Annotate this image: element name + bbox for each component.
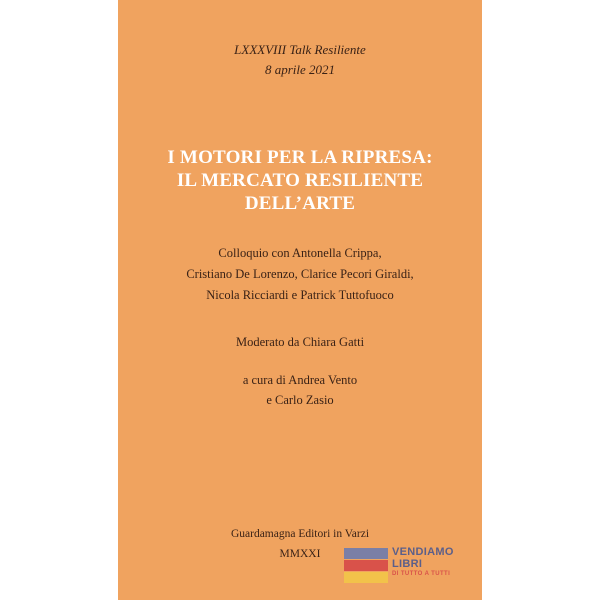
logo-line: VENDIAMO: [392, 546, 454, 558]
publication-year: MMXXI: [279, 548, 321, 560]
editors: [118, 370, 482, 410]
title-line: IL MERCATO RESILIENTE: [176, 170, 424, 191]
logo-bar: [344, 572, 388, 583]
title-line: DELL’ARTE: [244, 193, 356, 214]
series-info: [118, 40, 482, 80]
logo-bars-icon: [344, 548, 388, 584]
book-title: [118, 146, 482, 215]
logo-line: LIBRI: [392, 558, 423, 570]
editors-line: e Carlo Zasio: [266, 393, 334, 407]
speakers-line: Colloquio con Antonella Crippa,: [218, 246, 382, 260]
event-date: 8 aprile 2021: [264, 62, 336, 77]
speakers-line: Nicola Ricciardi e Patrick Tuttofuoco: [206, 288, 394, 302]
moderator: Moderato da Chiara Gatti: [235, 335, 365, 349]
book-cover: [118, 0, 482, 600]
vendiamo-libri-logo: [344, 546, 464, 586]
title-line: I MOTORI PER LA RIPRESA:: [167, 147, 433, 168]
logo-tagline: DI TUTTO A TUTTI: [392, 571, 451, 577]
editors-line: a cura di Andrea Vento: [242, 373, 358, 387]
speakers-line: Cristiano De Lorenzo, Clarice Pecori Giraldi,: [186, 267, 414, 281]
logo-text: [392, 546, 454, 578]
speakers: [118, 243, 482, 306]
publisher-name: Guardamagna Editori in Varzi: [230, 528, 370, 540]
series-name: LXXXVIII Talk Resiliente: [234, 42, 366, 57]
logo-bar: [344, 548, 388, 559]
logo-bar: [344, 560, 388, 571]
